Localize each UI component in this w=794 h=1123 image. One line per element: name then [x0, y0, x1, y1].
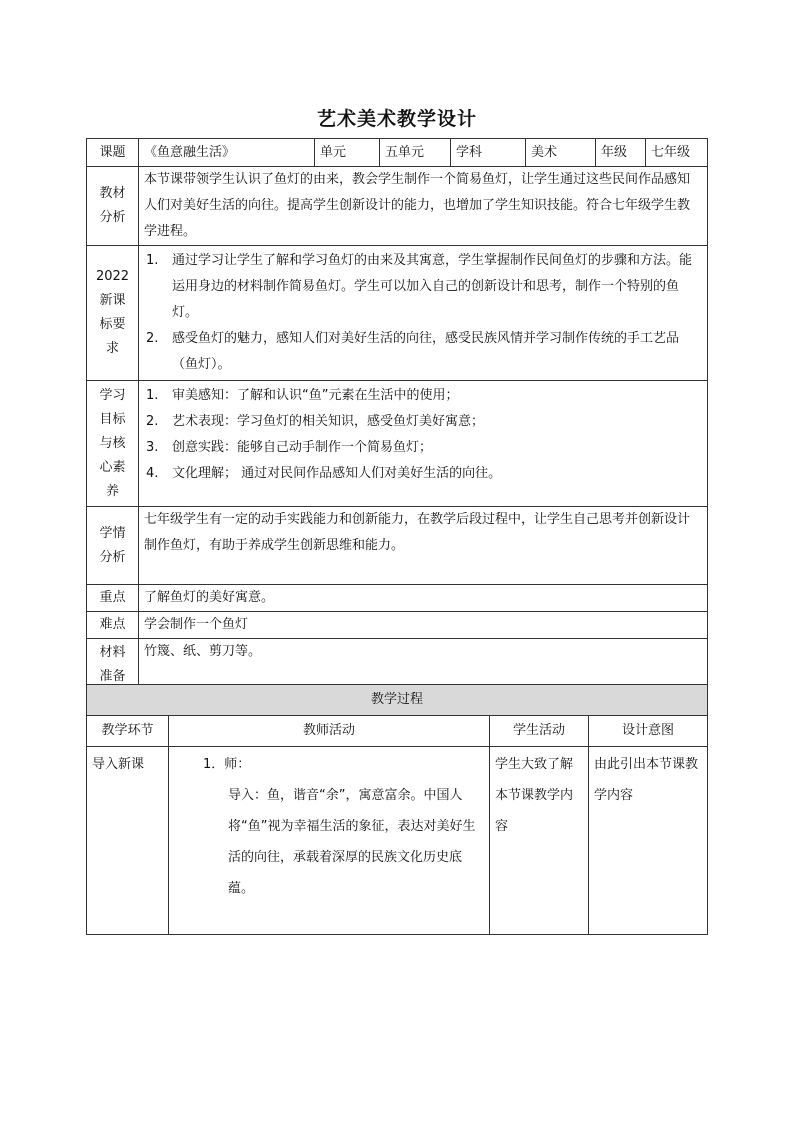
item-number: 1. — [146, 388, 159, 403]
student-activity-cell: 学生大致了解本节课教学内容 — [490, 747, 589, 935]
unit-label: 单元 — [315, 139, 380, 167]
learner-analysis-text: 七年级学生有一定的动手实践能力和创新能力，在教学后段过程中，让学生自己思考并创新设计制作鱼灯，有助于养成学生创新思维和能力。 — [139, 507, 708, 585]
curriculum-standard-row — [87, 246, 708, 381]
item-text: 感受鱼灯的魅力，感知人们对美好生活的向往，感受民族风情并学习制作传统的手工艺品（鱼灯）。 — [172, 331, 680, 372]
materials-row — [87, 639, 708, 691]
column-header: 学生活动 — [490, 716, 589, 747]
header-row — [87, 139, 708, 167]
subject-label: 学科 — [451, 139, 526, 167]
table-row — [87, 747, 708, 935]
item-text: 艺术表现：学习鱼灯的相关知识，感受鱼灯美好寓意； — [172, 414, 485, 429]
material-analysis-row — [87, 167, 708, 246]
column-header: 教师活动 — [169, 716, 490, 747]
material-analysis-label: 教材 分析 — [87, 167, 139, 246]
curriculum-standard-label: 2022 新课 标要 求 — [87, 246, 139, 381]
list-item — [144, 461, 702, 487]
teacher-activity-cell — [169, 747, 490, 935]
teaching-process-table — [86, 684, 708, 935]
process-header-row — [87, 716, 708, 747]
materials-text: 竹篾、纸、剪刀等。 — [139, 639, 708, 691]
item-text: 审美感知：了解和认识“鱼”元素在生活中的使用； — [172, 388, 459, 403]
design-intent-cell: 由此引出本节课教学内容 — [589, 747, 708, 935]
item-number: 2. — [146, 331, 159, 346]
item-number: 1. — [146, 253, 159, 268]
teacher-heading: 1．师： — [203, 757, 251, 772]
materials-label: 材料 准备 — [87, 639, 139, 691]
learner-analysis-row — [87, 507, 708, 585]
document-title: 艺术美术教学设计 — [316, 108, 477, 130]
material-analysis-text: 本节课带领学生认识了鱼灯的由来，教会学生制作一个简易鱼灯，让学生通过这些民间作品感知人们对美好生活的向往。提高学生创新设计的能力，也增加了学生知识技能。符合七年级学生教学进程。 — [139, 167, 708, 246]
column-header: 教学环节 — [87, 716, 169, 747]
learning-goals-content — [139, 381, 708, 507]
grade-label: 年级 — [596, 139, 646, 167]
stage-cell: 导入新课 — [87, 747, 169, 935]
lesson-value: 《鱼意融生活》 — [139, 139, 315, 167]
item-text: 创意实践：能够自己动手制作一个简易鱼灯； — [172, 440, 433, 455]
list-item — [144, 248, 702, 326]
process-banner-row — [87, 685, 708, 716]
learning-goals-label: 学习 目标 与核 心素 养 — [87, 381, 139, 507]
unit-value: 五单元 — [380, 139, 451, 167]
lesson-info-table — [86, 138, 708, 691]
item-text: 文化理解； 通过对民间作品感知人们对美好生活的向往。 — [172, 466, 502, 481]
difficulty-label: 难点 — [87, 612, 139, 639]
teacher-text: 导入：鱼，谐音“余”，寓意富余。中国人将“鱼”视为幸福生活的象征，表达对美好生活的向往，承载着深厚的民族文化历史底蕴。 — [228, 788, 476, 896]
lesson-label: 课题 — [87, 139, 139, 167]
list-item — [144, 435, 702, 461]
key-point-text: 了解鱼灯的美好寓意。 — [139, 585, 708, 612]
item-number: 2. — [146, 414, 159, 429]
item-number: 3. — [146, 440, 159, 455]
list-item — [144, 409, 702, 435]
curriculum-standard-content — [139, 246, 708, 381]
grade-value: 七年级 — [646, 139, 708, 167]
difficulty-text: 学会制作一个鱼灯 — [139, 612, 708, 639]
learning-goals-row — [87, 381, 708, 507]
list-item — [144, 326, 702, 378]
column-header: 设计意图 — [589, 716, 708, 747]
item-number: 4. — [146, 466, 159, 481]
list-item — [144, 383, 702, 409]
process-banner: 教学过程 — [87, 685, 708, 716]
key-point-row — [87, 585, 708, 612]
difficulty-row — [87, 612, 708, 639]
subject-value: 美术 — [526, 139, 596, 167]
item-text: 通过学习让学生了解和学习鱼灯的由来及其寓意，学生掌握制作民间鱼灯的步骤和方法。能运用身边的材料制作简易鱼灯。学生可以加入自己的创新设计和思考，制作一个特别的鱼灯。 — [172, 253, 693, 320]
key-point-label: 重点 — [87, 585, 139, 612]
learner-analysis-label: 学情 分析 — [87, 507, 139, 585]
